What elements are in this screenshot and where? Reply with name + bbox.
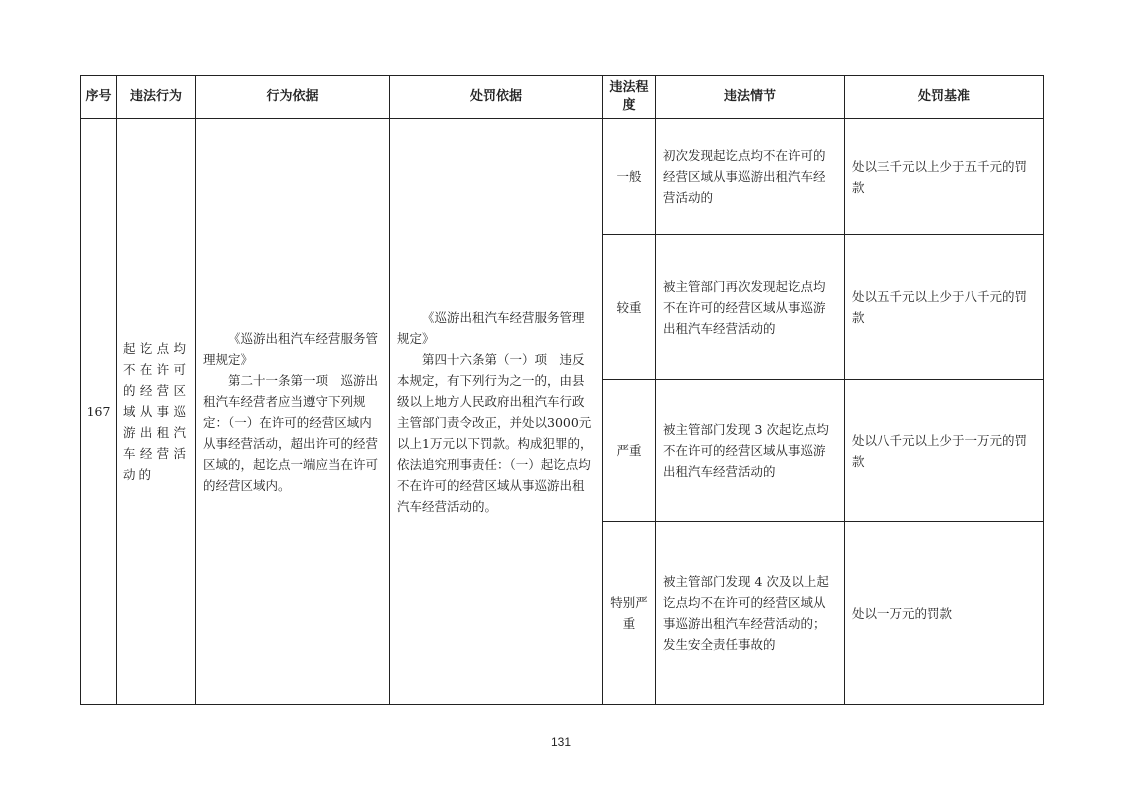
level-degree-1: 一般 (603, 119, 656, 235)
level-standard-2: 处以五千元以上少于八千元的罚款 (845, 235, 1044, 380)
basis-body: 第二十一条第一项 巡游出租汽车经营者应当遵守下列规定：（一）在许可的经营区域内从事经营活动，超出许可的经营区域的，起讫点一端应当在许可的经营区域内。 (203, 372, 379, 493)
header-degree: 违法程度 (603, 76, 656, 119)
header-standard: 处罚基准 (845, 76, 1044, 119)
level-circumstance-3: 被主管部门发现 3 次起讫点均不在许可的经营区域从事巡游出租汽车经营活动的 (656, 380, 845, 522)
header-row (81, 76, 1044, 119)
penalty-table (80, 75, 1044, 705)
row-act: 起讫点均不在许可的经营区域从事巡游出租汽车经营活动的 (117, 119, 196, 705)
row-basis (196, 119, 390, 705)
header-circumstance: 违法情节 (656, 76, 845, 119)
penalty-basis-body: 第四十六条第（一）项 违反本规定，有下列行为之一的，由县级以上地方人民政府出租汽车行政主管部门责令改正，并处以3000元以上1万元以下罚款。构成犯罪的，依法追究刑事责任：（一）起讫点均不在许可的经营区域从事巡游出租汽车经营活动的。 (397, 351, 593, 514)
header-penalty-basis: 处罚依据 (390, 76, 603, 119)
page-number: 131 (550, 735, 572, 749)
level-circumstance-1: 初次发现起讫点均不在许可的经营区域从事巡游出租汽车经营活动的 (656, 119, 845, 235)
table-row (81, 119, 1044, 235)
row-penalty-basis (390, 119, 603, 705)
basis-title: 《巡游出租汽车经营服务管理规定》 (203, 330, 379, 367)
level-standard-1: 处以三千元以上少于五千元的罚款 (845, 119, 1044, 235)
header-basis: 行为依据 (196, 76, 390, 119)
header-act: 违法行为 (117, 76, 196, 119)
level-degree-2: 较重 (603, 235, 656, 380)
level-degree-3: 严重 (603, 380, 656, 522)
header-seq: 序号 (81, 76, 117, 119)
level-degree-4: 特别严重 (603, 522, 656, 705)
level-circumstance-4: 被主管部门发现 4 次及以上起讫点均不在许可的经营区域从事巡游出租汽车经营活动的；发生安全责任事故的 (656, 522, 845, 705)
level-standard-3: 处以八千元以上少于一万元的罚款 (845, 380, 1044, 522)
penalty-basis-title: 《巡游出租汽车经营服务管理规定》 (397, 309, 585, 346)
level-circumstance-2: 被主管部门再次发现起讫点均不在许可的经营区域从事巡游出租汽车经营活动的 (656, 235, 845, 380)
row-seq: 167 (81, 119, 117, 705)
level-standard-4: 处以一万元的罚款 (845, 522, 1044, 705)
